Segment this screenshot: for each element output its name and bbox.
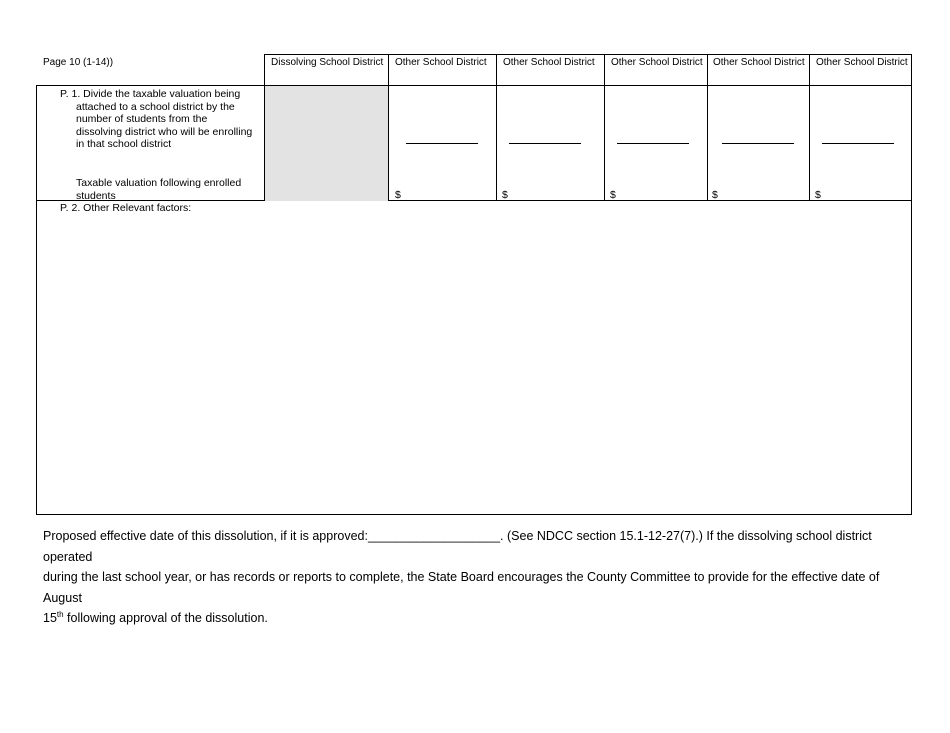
col-sep-4 — [604, 54, 605, 201]
p2-box-bottom-border — [36, 514, 912, 515]
column-header-other-4: Other School District — [713, 57, 805, 68]
taxable-valuation-field-4[interactable]: $ — [712, 189, 718, 201]
dissolving-district-shaded-cell — [265, 86, 388, 201]
p1-row-bottom-border — [36, 200, 912, 201]
footer-line-3 — [43, 608, 913, 629]
p1-description-line-3: number of students from the — [76, 113, 208, 126]
p1-result-label-line-1: Taxable valuation following enrolled — [76, 177, 242, 189]
p2-label: P. 2. Other Relevant factors: — [60, 202, 192, 214]
column-header-other-1: Other School District — [395, 57, 487, 68]
table-header-top-border — [264, 54, 912, 55]
taxable-valuation-field-1[interactable]: $ — [395, 189, 401, 201]
p1-description-line-4: dissolving district who will be enrolling — [76, 125, 253, 138]
taxable-valuation-field-2[interactable]: $ — [502, 189, 508, 201]
students-entry-line-5[interactable] — [822, 143, 894, 144]
footer-line-2: during the last school year, or has records or reports to complete, the State Board encourages the County Committee to provide for the effective date of August — [43, 570, 880, 605]
footer-line-1: Proposed effective date of this dissolution, if it is approved:___________________. (See NDCC section 15.1-12-27(7).) If the dissolving school district operated — [43, 529, 872, 564]
column-header-other-3: Other School District — [611, 57, 703, 68]
p1-description-line-1: P. 1. Divide the taxable valuation being — [60, 88, 241, 100]
footer-day-number: 15 — [43, 611, 57, 625]
p2-response-area[interactable] — [37, 216, 911, 513]
column-header-other-2: Other School District — [503, 57, 595, 68]
table-right-border — [911, 54, 912, 515]
column-header-dissolving: Dissolving School District — [271, 57, 384, 68]
footer-line-3-text: following approval of the dissolution. — [63, 611, 268, 625]
p1-description-line-5: in that school district — [76, 138, 172, 151]
students-entry-line-3[interactable] — [617, 143, 689, 144]
page-label: Page 10 (1-14)) — [43, 57, 114, 68]
effective-date-paragraph — [43, 526, 913, 629]
footer-day-suffix: th — [56, 610, 64, 619]
table-header-bottom-border — [36, 85, 912, 86]
p1-description-line-2: attached to a school district by the — [76, 100, 235, 113]
students-entry-line-4[interactable] — [722, 143, 794, 144]
col-sep-2 — [388, 54, 389, 201]
column-header-other-5: Other School District — [816, 57, 908, 68]
taxable-valuation-field-3[interactable]: $ — [610, 189, 616, 201]
col-sep-3 — [496, 54, 497, 201]
p1-result-label-line-2: students — [76, 189, 116, 202]
students-entry-line-1[interactable] — [406, 143, 478, 144]
taxable-valuation-field-5[interactable]: $ — [815, 189, 821, 201]
col-sep-6 — [809, 54, 810, 201]
col-sep-5 — [707, 54, 708, 201]
students-entry-line-2[interactable] — [509, 143, 581, 144]
